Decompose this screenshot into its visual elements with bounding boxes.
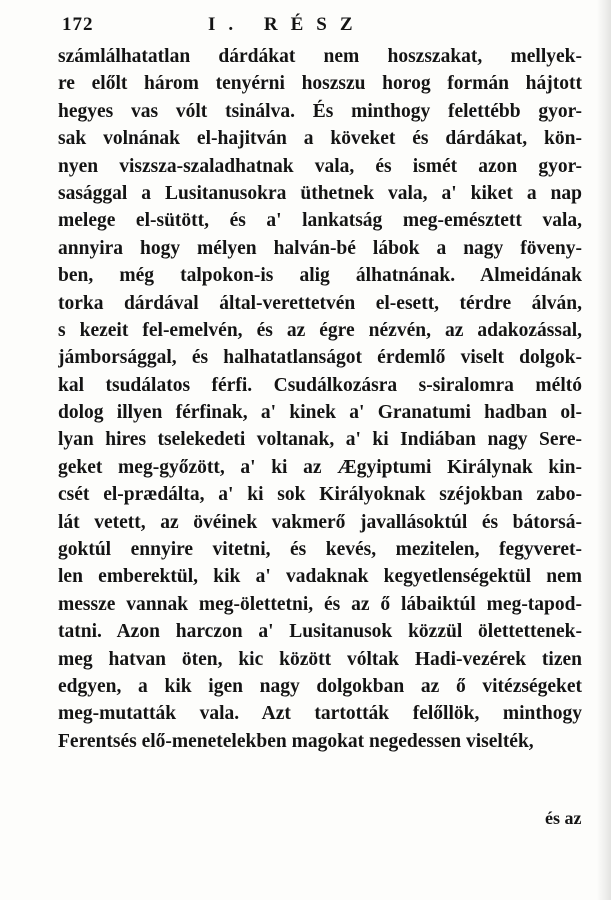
text-line: goktúl ennyire vitetni, és kevés, mezitelen, fegyveret- bbox=[58, 539, 582, 561]
text-line: meg hatvan öten, kic között vóltak Hadi-vezérek tizen bbox=[58, 648, 582, 670]
running-title: I. RÉSZ bbox=[208, 14, 366, 35]
page-number: 172 bbox=[62, 14, 94, 35]
text-line: sasággal a Lusitanusokra üthetnek vala, a' kiket a nap bbox=[58, 182, 582, 204]
text-line: jámborsággal, és halhatatlanságot érdemlő viselt dolgok- bbox=[58, 347, 582, 369]
text-line: lyan hires tselekedeti voltanak, a' ki Indiában nagy Sere- bbox=[58, 429, 582, 451]
text-line: geket meg-győzött, a' ki az Ægyiptumi Királynak kin- bbox=[58, 456, 582, 478]
text-line: számlálhatatlan dárdákat nem hoszszakat, mellyek- bbox=[58, 46, 582, 67]
text-line: s kezeit fel-emelvén, és az égre nézvén, az adakozással, bbox=[58, 319, 582, 341]
running-head bbox=[62, 14, 394, 40]
text-line: melege el-sütött, és a' lankatság meg-emésztett vala, bbox=[58, 210, 582, 232]
text-line: csét el-prædálta, a' ki sok Királyoknak széjokban zabo- bbox=[58, 484, 582, 506]
text-line: meg-mutatták vala. Azt tartották felőllök, minthogy bbox=[58, 703, 582, 725]
text-line: Ferentsés elő-menetelekben magokat negedessen viselték, bbox=[58, 730, 534, 752]
text-line: sak volnának el-hajitván a köveket és dárdákat, kön- bbox=[58, 128, 582, 150]
text-line: re előlt három tenyérni hoszszu horog formán hájtott bbox=[58, 73, 582, 95]
text-line: kal tsudálatos férfi. Csudálkozásra s-siralomra méltó bbox=[58, 374, 582, 396]
text-line: edgyen, a kik igen nagy dolgokban az ő vitézségeket bbox=[58, 675, 582, 697]
catchword: és az bbox=[545, 808, 582, 828]
text-line: messze vannak meg-ölettetni, és az ő lábaiktúl meg-tapod- bbox=[58, 593, 582, 615]
text-line: tatni. Azon harczon a' Lusitanusok közzül ölettettenek- bbox=[58, 621, 582, 643]
text-line: torka dárdával által-verettetvén el-esett, térdre álván, bbox=[58, 292, 582, 314]
text-line: ben, még talpokon-is alig álhatnának. Almeidának bbox=[58, 265, 582, 287]
text-line: lát vetett, az övéinek vakmerő javallásoktúl és bátorsá- bbox=[58, 511, 582, 533]
binding-shadow bbox=[597, 0, 611, 900]
text-line: dolog illyen férfinak, a' kinek a' Granatumi hadban ol- bbox=[58, 402, 582, 424]
text-line: hegyes vas vólt tsinálva. És minthogy felettébb gyor- bbox=[58, 100, 582, 122]
text-line: len emberektül, kik a' vadaknak kegyetlenségektül nem bbox=[58, 566, 582, 588]
text-line: nyen viszsza-szaladhatnak vala, és ismét azon gyor- bbox=[58, 155, 582, 177]
text-line: annyira hogy mélyen halván-bé lábok a nagy föveny- bbox=[58, 237, 582, 259]
body-text bbox=[58, 43, 582, 755]
